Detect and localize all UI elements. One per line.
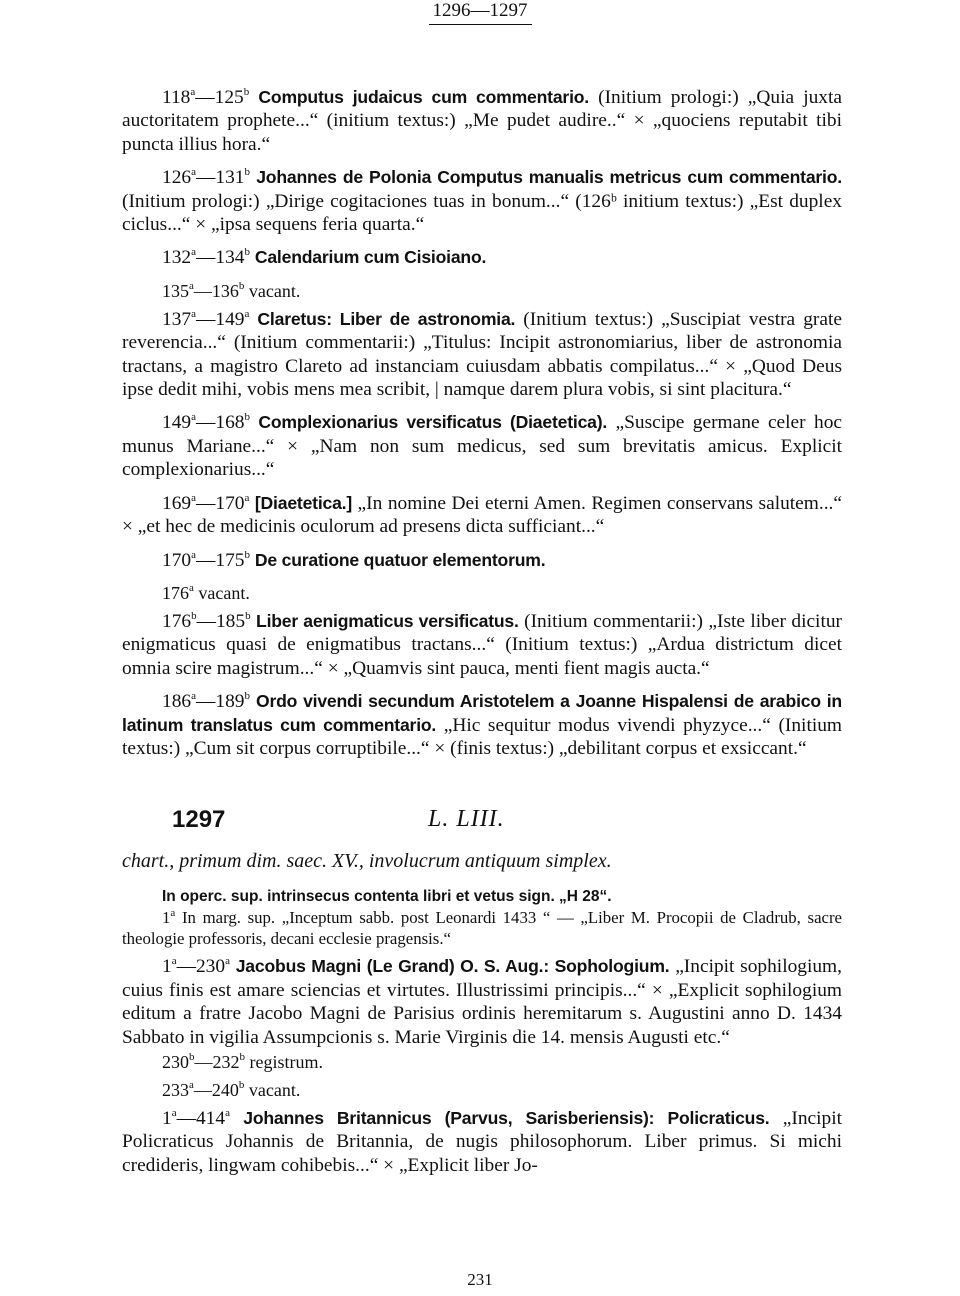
entry-title: Calendarium cum Cisioiano. xyxy=(254,247,487,268)
entry-text: „Incipit Policraticus Johannis de Britannia, de nugis philosophorum. Liber primus. Si michi credideris, lingwam cohibebis...“ × „Explicit liber Jo- xyxy=(122,1107,842,1176)
entry-title: Johannes de Polonia Computus manualis metricus cum commentario. xyxy=(256,167,842,188)
operc-note: In operc. sup. intrinsecus contenta libri et vetus sign. „H 28“. xyxy=(162,888,612,906)
entry-title: Computus judaicus cum commentario. xyxy=(258,87,589,107)
catalog-entry: 137$^a$—149$^a$ Claretus: Liber de astronomia. (Initium textus:) „Suscipiat vestra grate reverencia...“ (Initium commentarii:) „Titulus: Incipit astronomiarius, liber de astronomia tractans, a magistro Clareto ad instanciam cuiusdam abbatis compilatus...“ × „Quod Deus ipse dedit mihi, vobis mens mea scribit, | namque darem plura vobis, si sint placitura.“ xyxy=(122,307,842,401)
entry-text: „Suscipe germane celer hoc munus Mariane...“ × „Nam non sum medicus, sed sum brevitatis amicus. Explicit complexionarius...“ xyxy=(122,412,842,481)
entry-text: „Hic sequitur modus vivendi phyzyce...“ (Initium textus:) „Cum sit corpus corruptibile...“ × (finis textus:) „debilitant corpus et exsiccant.“ xyxy=(122,714,842,759)
catalog-entry: 186$^a$—189$^b$ Ordo vivendi secundum Aristotelem a Joanne Hispalensi de arabico in latinum translatus cum commentario. „Hic sequitur modus vivendi phyzyce...“ (Initium textus:) „Cum sit corpus corruptibile...“ × (finis textus:) „debilitant corpus et exsiccant.“ xyxy=(122,690,842,759)
running-header: 1296—1297 xyxy=(0,0,960,25)
page-number: 231 xyxy=(467,1270,493,1289)
catalog-entry: 1$^a$—230$^a$ Jacobus Magni (Le Grand) O. S. Aug.: Sophologium. „Incipit sophilogium, cuius finis est amare sciencias et virtutes. Illustrissimi principis...“ × „Explicit sophilogium editum a fratre Jacobo Magni de Parisius ordinis heremitarum s. Augustini anno D. 1434 Sabbato in vigilia Assumpcionis s. Marie Virginis die 14. mensis Augusti etc.“ xyxy=(122,955,842,1048)
entry-title: Ordo vivendi secundum Aristotelem a Joanne Hispalensi de arabico in latinum translatus cum commentario. xyxy=(122,691,842,735)
margin-note: 1$^a$ In marg. sup. „Inceptum sabb. post Leonardi 1433 “ — „Liber M. Procopii de Cladrub, sacre theologie professoris, decani ecclesie pragensis.“ xyxy=(122,907,842,949)
manuscript-signature: L. LIII. xyxy=(428,806,505,833)
vacant-line-2: 176$^a$ vacant. xyxy=(162,581,250,603)
manuscript-number: 1297 xyxy=(172,806,226,834)
catalog-entry: 118$^a$—125$^b$ Computus judaicus cum commentario. (Initium prologi:) „Quia juxta auctoritatem prophete...“ (initium textus:) „Me pudet audire..“ × „quociens reputabit tibi puncta illius hora.“ xyxy=(122,86,842,155)
entry-text: (Initium commentarii:) „Iste liber dicitur enigmaticus quasi de enigmatibus tractans...“ (Initium textus:) „Ardua districtum dicet omnia scire magistrum...“ × „Quamvis sint pauca, menti fient magis aucta.“ xyxy=(122,610,842,679)
vacant-line-3: 233$^a$—240$^b$ vacant. xyxy=(162,1078,301,1100)
entry-title: De curatione quatuor elementorum. xyxy=(254,549,546,570)
catalog-entry: 170$^a$—175$^b$ De curatione quatuor elementorum. xyxy=(162,548,546,571)
catalog-entry: 169$^a$—170$^a$ [Diaetetica.] „In nomine Dei eterni Amen. Regimen conservans salutem...“ × „et hec de medicinis oculorum ad presens dicta sufficiant...“ xyxy=(122,491,843,538)
entry-title: Liber aenigmaticus versificatus. xyxy=(256,610,519,631)
entry-title: [Diaetetica.] xyxy=(254,492,353,513)
entry-text: (Initium prologi:) „Quia juxta auctoritatem prophete...“ (initium textus:) „Me pudet audire..“ × „quociens reputabit tibi puncta illius hora.“ xyxy=(122,87,842,155)
catalog-entry: 176$^b$—185$^b$ Liber aenigmaticus versificatus. (Initium commentarii:) „Iste liber dicitur enigmaticus quasi de enigmatibus tractans...“ (Initium textus:) „Ardua districtum dicet omnia scire magistrum...“ × „Quamvis sint pauca, menti fient magis aucta.“ xyxy=(122,609,842,679)
entry-text: „Incipit sophilogium, cuius finis est amare sciencias et virtutes. Illustrissimi principis...“ × „Explicit sophilogium editum a fratre Jacobo Magni de Parisius ordinis heremitarum s. Augustini anno D. 1434 Sabbato in vigilia Assumpcionis s. Marie Virginis die 14. mensis Augusti etc.“ xyxy=(122,956,842,1048)
manuscript-heading xyxy=(122,806,842,838)
catalog-entry: 132$^a$—134$^b$ Calendarium cum Cisioiano. xyxy=(162,246,487,269)
entry-title: Johannes Britannicus (Parvus, Sarisberiensis): Policraticus. xyxy=(243,1107,770,1128)
entry-title: Complexionarius versificatus (Diaetetica). xyxy=(258,412,608,433)
catalog-entry: 1$^a$—414$^a$ Johannes Britannicus (Parvus, Sarisberiensis): Policraticus. „Incipit Policraticus Johannis de Britannia, de nugis philosophorum. Liber primus. Si michi credideris, lingwam cohibebis...“ × „Explicit liber Jo- xyxy=(122,1106,842,1176)
vacant-line-1: 135$^a$—136$^b$ vacant. xyxy=(162,279,301,301)
manuscript-description: chart., primum dim. saec. XV., involucrum antiquum simplex. xyxy=(122,850,612,873)
entry-text: (Initium textus:) „Suscipiat vestra grate reverencia...“ (Initium commentarii:) „Titulus: Incipit astronomiarius, liber de astronomia tractans, a magistro Clareto ad instanciam cuiusdam abbatis compilatus...“ × „Quod Deus ipse dedit mihi, vobis mens mea scribit, | namque darem plura vobis, si sint placitura.“ xyxy=(122,308,842,401)
registrum-line: 230$^b$—232$^b$ registrum. xyxy=(162,1050,323,1072)
entry-text: (Initium prologi:) „Dirige cogitaciones tuas in bonum...“ (126ᵇ initium textus:) „Est duplex ciclus...“ × „ipsa sequens feria quarta.“ xyxy=(122,190,842,236)
entry-title: Claretus: Liber de astronomia. xyxy=(257,308,516,329)
catalog-entry: 126$^a$—131$^b$ Johannes de Polonia Computus manualis metricus cum commentario. (Initium prologi:) „Dirige cogitaciones tuas in bonum...“ (126ᵇ initium textus:) „Est duplex ciclus...“ × „ipsa sequens feria quarta.“ xyxy=(122,166,842,236)
catalog-entry: 149$^a$—168$^b$ Complexionarius versificatus (Diaetetica). „Suscipe germane celer hoc munus Mariane...“ × „Nam non sum medicus, sed sum brevitatis amicus. Explicit complexionarius...“ xyxy=(122,411,842,481)
entry-text: „In nomine Dei eterni Amen. Regimen conservans salutem...“ × „et hec de medicinis oculorum ad presens dicta sufficiant...“ xyxy=(122,492,843,538)
entry-title: Jacobus Magni (Le Grand) O. S. Aug.: Sophologium. xyxy=(235,956,670,977)
